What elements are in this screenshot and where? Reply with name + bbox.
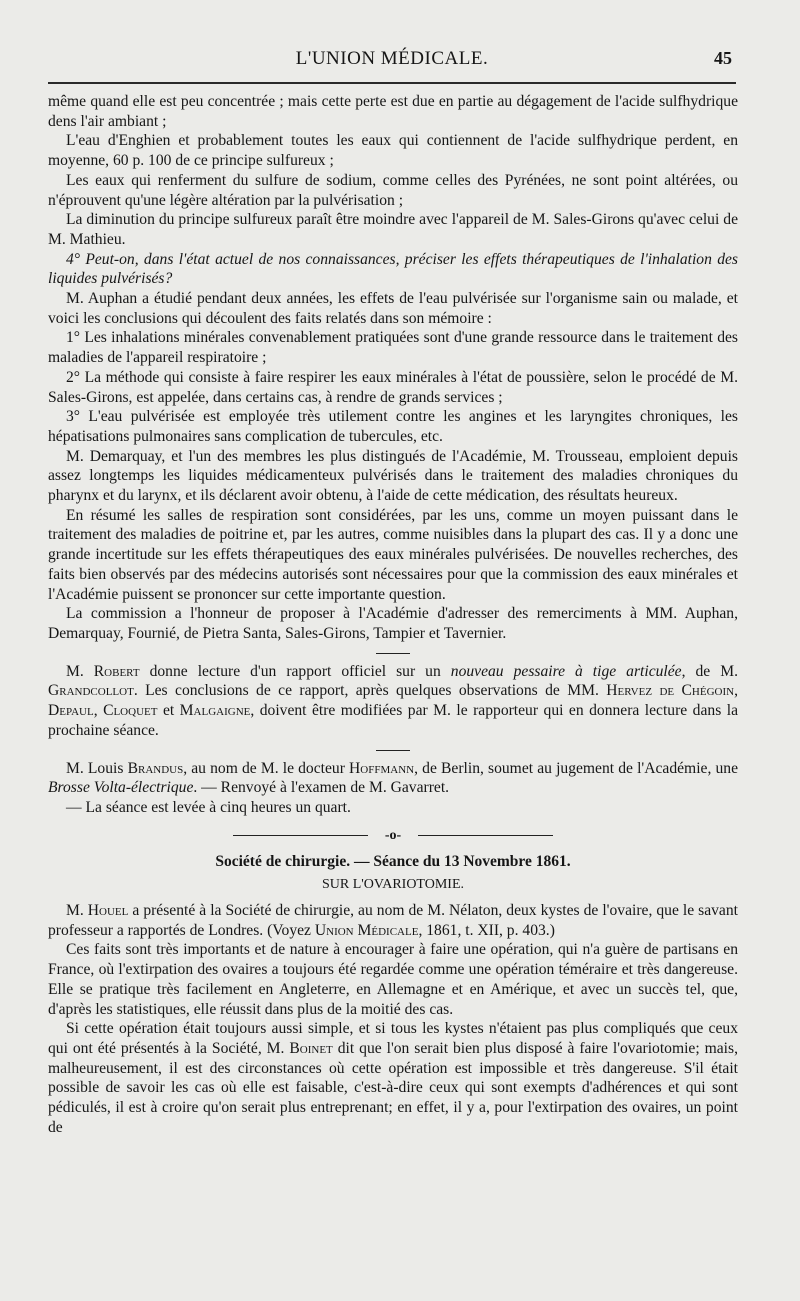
paragraph: L'eau d'Enghien et probablement toutes les eaux qui contiennent de l'acide sulfhydrique perdent, en moyenne, 60 p. 100 de ce principe sulfureux ;: [48, 132, 738, 170]
section-divider: [376, 653, 410, 654]
paragraph: 2° La méthode qui consiste à faire respirer les eaux minérales à l'état de poussière, selon le procédé de M. Sales-Girons, est appelée, dans certains cas, à rendre de grands services ;: [48, 368, 738, 406]
fleuron-ornament: -o-: [384, 827, 402, 843]
text-run: dit que l'on serait bien plus disposé à faire l'ovariotomie; mais, malheureusement, il est des circonstances où cette opération est impossible et très dangereuse. S'il était possible de savoir les cas où elle est faisable, c'est-à-dire ceux qui sont exempts d'adhérences et qui sont pédiculés, il est à croire qu'on serait plus entreprenant; en effet, il y a, pour l'extirpation des ovaires, un point de: [48, 1039, 738, 1136]
text-run: , doivent être modifiées par M. le rapporteur qui en donnera lecture dans la prochaine séance.: [48, 702, 738, 739]
device-title: Brosse Volta-électrique: [48, 779, 194, 797]
surname: Houel: [87, 902, 129, 920]
question-heading: [48, 250, 738, 289]
paragraph: La diminution du principe sulfureux paraît être moindre avec l'appareil de M. Sales-Girons qu'avec celui de M. Mathieu.: [48, 211, 738, 248]
fleuron-divider: [233, 826, 553, 846]
paragraph: [48, 759, 738, 798]
paragraph: En résumé les salles de respiration sont considérées, par les uns, comme un moyen puissant dans le traitement des maladies de poitrine et, par les autres, comme nuisibles dans la plupart des cas. Il y a donc une grande incertitude sur les effets thérapeutiques des eaux minérales pulvérisées. De nouvelles recherches, des faits bien observés par des médecins autorisés sont nécessaires pour que la commission des eaux minérales et l'Académie puissent se prononcer sur cette importante question.: [48, 506, 738, 603]
paragraph: — La séance est levée à cinq heures un quart.: [66, 798, 351, 816]
surname: Boinet: [289, 1039, 333, 1057]
paragraph: 3° L'eau pulvérisée est employée très utilement contre les angines et les laryngites chroniques, les hépatisations pulmonaires sans complication de tubercules, etc.: [48, 408, 738, 445]
paragraph: Ces faits sont très importants et de nature à encourager à faire une opération, qui n'a guère de partisans en France, où l'extirpation des ovaires a toujours été regardée comme une opération téméraire et très dangereuse. Elle se pratique très facilement en Angleterre, en Allemagne et en Amérique, et avec un succès tel, que, d'après les statistiques, elle réussit dans plus de la moitié des cas.: [48, 941, 738, 1018]
text-run: et: [157, 702, 180, 720]
surname: Brandus: [127, 759, 184, 777]
text-run: , de Berlin, soumet au jugement de l'Académie, une: [414, 759, 738, 777]
surname: Hervez de Chégoin, Depaul, Cloquet: [48, 682, 738, 720]
paragraph: [48, 662, 738, 741]
text-run: a présenté à la Société de chirurgie, au nom de M. Nélaton, deux kystes de l'ovaire, que le savant professeur a rapportés de Londres. (Voyez: [48, 902, 738, 939]
surname: Grandcollot: [48, 682, 134, 700]
paragraph: 1° Les inhalations minérales convenablement pratiquées sont d'une grande ressource dans le traitement des maladies de l'appareil respiratoire ;: [48, 329, 738, 367]
paragraph: M. Auphan a étudié pendant deux années, les effets de l'eau pulvérisée sur l'organisme sain ou malade, et voici les conclusions qui découlent des faits relatés dans son mémoire :: [48, 290, 738, 327]
report-title: nouveau pessaire à tige articulée: [450, 662, 682, 680]
paragraph: Les eaux qui renferment du sulfure de sodium, comme celles des Pyrénées, ne sont point altérées, ou n'éprouvent qu'une légère altération par la pulvérisation ;: [48, 171, 738, 209]
paragraph: [48, 1019, 738, 1137]
section-title: Société de chirurgie. — Séance du 13 Novembre 1861.: [215, 852, 571, 870]
running-title: L'UNION MÉDICALE.: [295, 48, 489, 69]
surname: Robert: [93, 662, 140, 680]
surname: Malgaigne: [179, 702, 251, 720]
text-run: , de M.: [681, 662, 738, 680]
surname: Hoffmann: [349, 759, 415, 777]
question-text: 4° Peut-on, dans l'état actuel de nos connaissances, préciser les effets thérapeutiques de l'inhalation des liquides pulvérisés?: [48, 250, 738, 288]
paragraph: La commission a l'honneur de proposer à l'Académie d'adresser des remerciments à MM. Auphan, Demarquay, Fournié, de Pietra Santa, Sales-Girons, Tampier et Tavernier.: [48, 605, 738, 642]
journal-name: Union Médicale: [314, 921, 419, 939]
article-body: [48, 92, 738, 1137]
fleuron-line-right: [418, 835, 553, 836]
text-run: , au nom de M. le docteur: [183, 759, 350, 777]
text-run: donne lecture d'un rapport officiel sur un: [139, 662, 451, 680]
header-rule: [48, 82, 736, 84]
page-header: [48, 48, 736, 78]
text-run: M.: [66, 662, 94, 680]
section-divider: [376, 750, 410, 751]
text-run: Si cette opération était toujours aussi simple, et si tous les kystes n'étaient pas plus compliqués que ceux qui ont été présentés à la Société, M.: [48, 1020, 738, 1057]
paragraph: M. Demarquay, et l'un des membres les plus distingués de l'Académie, M. Trousseau, emploient depuis assez longtemps les liquides médicamenteux pulvérisés dans le traitement des maladies chroniques du pharynx et du larynx, et ils déclarent avoir obtenu, à l'aide de cette médication, des résultats heureux.: [48, 447, 738, 505]
text-run: M.: [66, 902, 88, 920]
text-run: . Les conclusions de ce rapport, après quelques observations de MM.: [133, 682, 607, 700]
text-run: M. Louis: [66, 759, 128, 777]
paragraph: même quand elle est peu concentrée ; mais cette perte est due en partie au dégagement de l'acide sulfhydrique dens l'air ambiant ;: [48, 93, 738, 130]
section-subheading: SUR L'OVARIOTOMIE.: [321, 877, 465, 893]
page-number: 45: [714, 48, 732, 68]
text-run: , 1861, t. XII, p. 403.): [418, 921, 555, 939]
paragraph: [48, 901, 738, 940]
fleuron-line-left: [233, 835, 368, 836]
text-run: . — Renvoyé à l'examen de M. Gavarret.: [193, 779, 450, 797]
